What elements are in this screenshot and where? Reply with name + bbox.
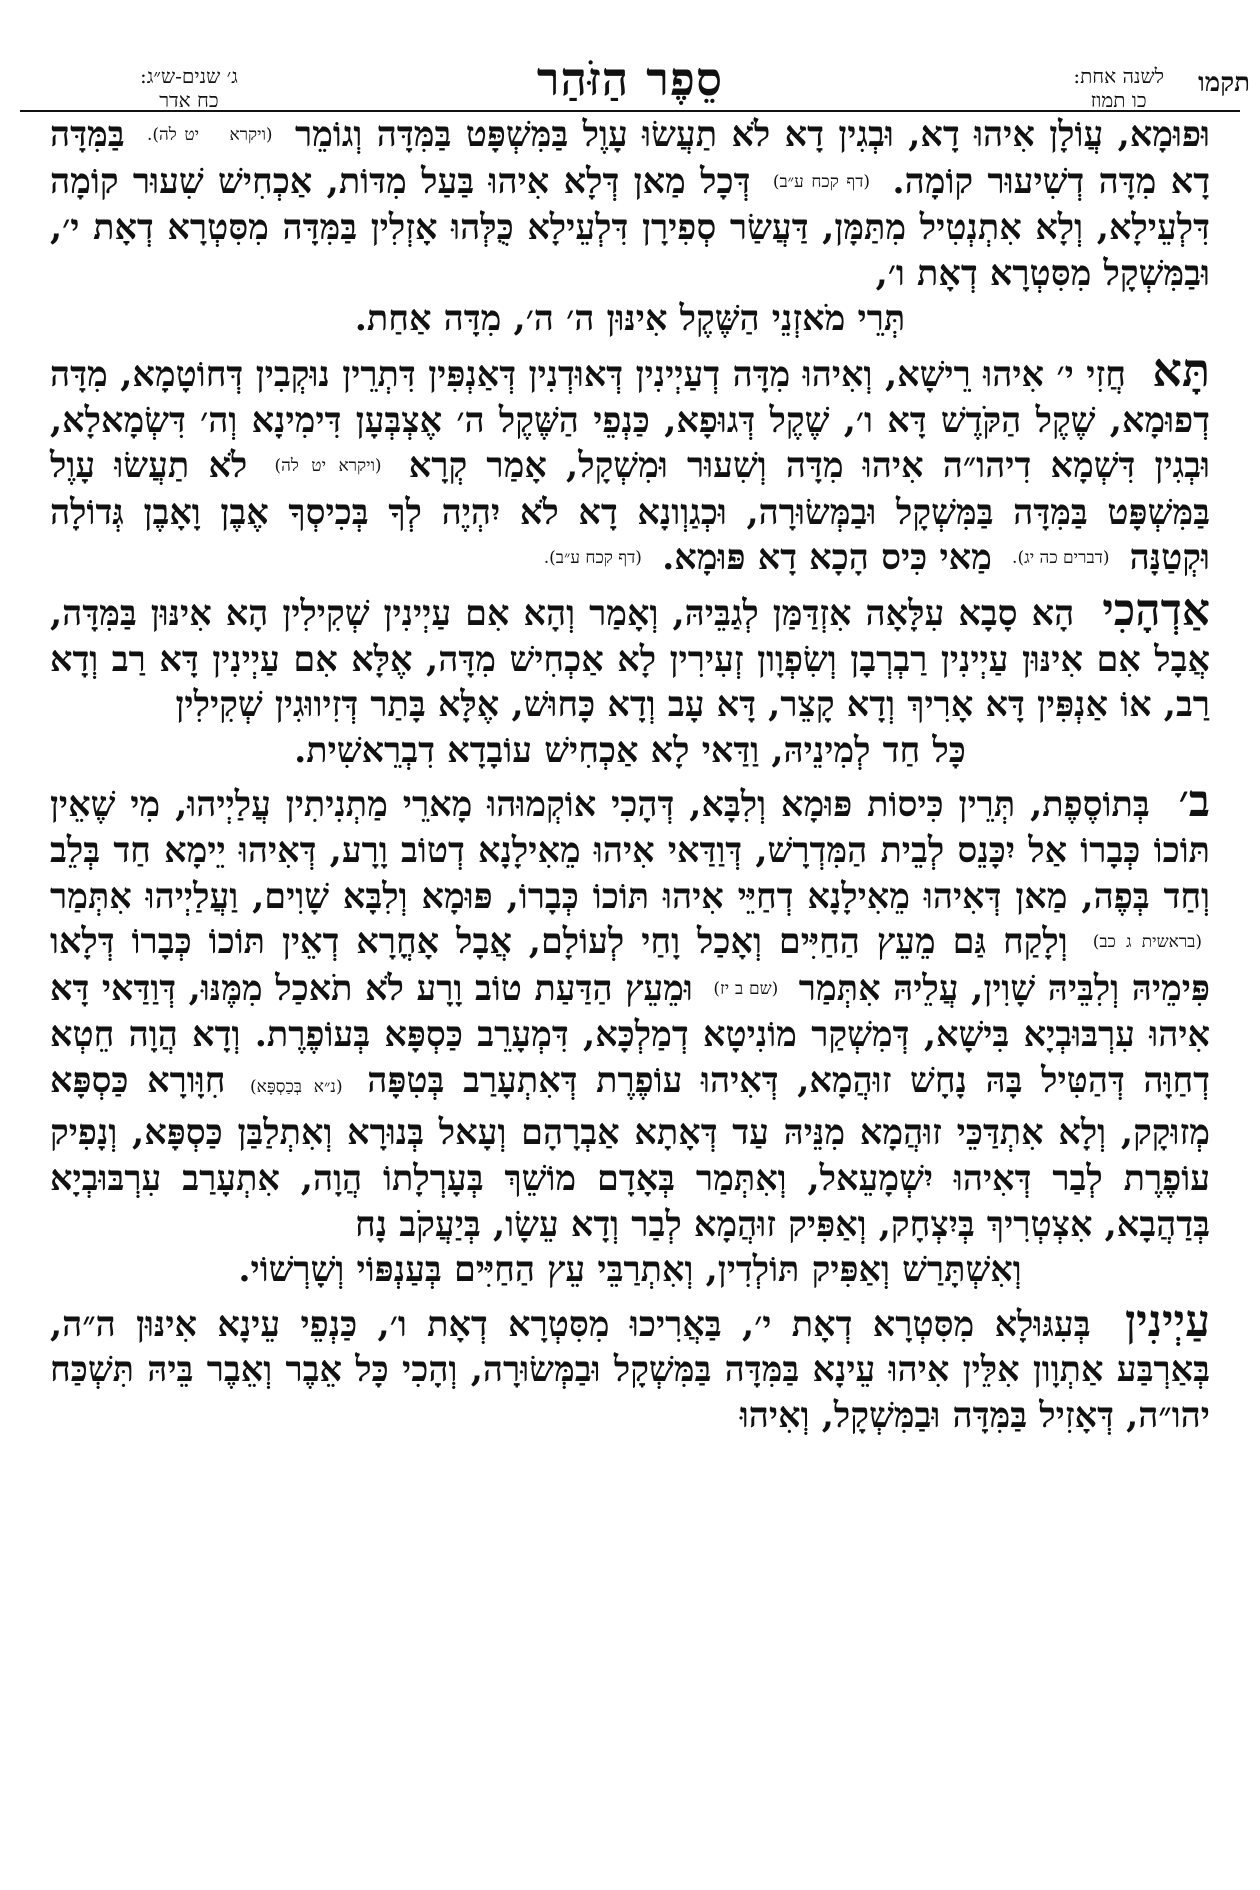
paragraph <box>50 584 1211 773</box>
verse-text: בְּתוֹסֶפֶת, תְּרֵין כִּיסוֹת פּוּמָא וְלִבָּא, דְּהָכִי אוֹקְמוּהוּ מָארֵי מַתְנִיתִין עֲלַיְיהוּ, מִי שֶׁאֵין תּוֹכוֹ כְּבָרוֹ אַל יִכָּנֵס לְבֵית הַמִּדְרָשׁ, דְּוַדַּאי אִיהוּ מֵאִילָנָא דְטוֹב וָרָע, דְּאִיהוּ יֵימָא חַד בְּלֵב וְחַד בְּפֶה, מַאן דְּאִיהוּ מֵאִילָנָא דְחַיֵּי אִיהוּ תּוֹכוֹ כְּבָרוֹ, פּוּמָא וְלִבָּא שָׁוִים, וַעֲלַיְיהוּ אִתְּמַר <box>50 784 1210 917</box>
verse-text: לֹא תַעֲשׂוּ עָוֶל בַּמִּשְׁפָּט בַּמִּדָּה בַּמִּשְׁקָל וּבַמְּשׂוּרָה, וּכְגַוְונָא דָא לֹא יִהְיֶה לְךָ בְּכִיסְךָ אֶבֶן וָאָבֶן גְּדוֹלָה וּקְטַנָּה <box>50 445 1210 579</box>
verse-text: חֲזִי י׳ אִיהוּ רֵישָׁא, וְאִיהוּ מִדָּה דְעַיְינִין דְּאוּדְנִין דְּאַנְפִּין דִּתְרֵין נוּקְבִין דְּחוֹטָמָא, מִדָּה דְפוּמָא, שֶׁקֶל הַקֹּדֶשׁ דָּא ו׳, שֶׁקֶל דְּגוּפָא, כַּנְפֵי הַשֶּׁקֶל ה׳ אֶצְבְּעָן דִּימִינָא וְה׳ דִּשְׂמָאלָא, וּבְגִין דִּשְׁמָא דִיהו״ה אִיהוּ מִדָּה וְשִׁעוּר וּמִשְׁקָל, אָמַר קְרָא <box>50 353 1211 487</box>
verse-text: הָא סָבָא עִלָּאָה אִזְדַּמַּן לְגַבֵּיהּ, וְאָמַר וְהָא אִם עַיְינִין שְׁקִילִין הָא אִינּוּן בַּמִּדָּה, אֲבָל אִם אִינּוּן עַיְינִין רַבְרְבָן וְשִׂפְוָון זְעִירִין לָא אַכְחִישׁ מִדָּה, אֶלָּא אִם עַיְינִין דָּא רַב וְדָא רַב, אוֹ אַנְפִּין דָּא אָרִיךְ וְדָא קָצֵר, דָּא עָב וְדָא כָּחוּשׁ, אֶלָּא בָּתַר דְּזִיווּגִין שְׁקִילִין <box>50 592 1210 726</box>
verse-text: וּפוּמָא, עֲוֹלָן אִיהוּ דָא, וּבְגִין דָא לֹא תַעֲשׂוּ עָוֶל בַּמִּשְׁפָּט בַּמִּדָּה וְגוֹמֵר <box>294 114 1210 155</box>
body-text <box>50 112 1210 1445</box>
verse-text: וּמֵעֵץ הַדַּעַת טוֹב וָרָע לֹא תֹאכַל מִמֶּנּוּ, דְּוַדַּאי דָּא אִיהוּ עִרְבּוּבְיָא בִּישָׁא, דְּמִשְׁקַר מוֹנִיטָא דְמַלְכָּא, דִּמְעָרֵב כַּסְפָּא בְּעוֹפֶרֶת. וְדָא הֲוָה חֵטְא דְחַוָּה דְּהַטִּיל בָּהּ נָחָשׁ זוּהֲמָא, דְּאִיהוּ עוֹפֶרֶת דְּאִתְעָרַב בְּטִפָּה <box>50 967 1211 1101</box>
paragraph-opener: ב׳ <box>1178 776 1210 828</box>
source-reference: (בראשית ג כב) <box>1092 932 1203 953</box>
closing-line: וְאִשְׁתָּרַשׁ וְאַפִּיק תּוֹלְדִין, וְאִתְרַבֵּי עֵץ הַחַיִּים בְּעַנְפּוֹי וְשָׁרְשׁוֹי. <box>238 1249 1022 1291</box>
closing-line: תְּרֵי מֹאזְנֵי הַשֶּׁקֶל אִינּוּן ה׳ ה׳, מִדָּה אַחַת. <box>354 298 906 340</box>
paragraph <box>50 342 1211 582</box>
variant-note: (נ״א בְּכַסְפָּא) <box>250 1076 343 1097</box>
source-reference: (ויקרא <box>229 125 273 145</box>
book-title: סֵפֶר הַזֹּהַר <box>536 52 724 106</box>
verse-text: בְּעִגּוּלָא מִסִּטְרָא דְאָת י׳, בַּאֲרִיכוּ מִסִּטְרָא דְאָת ו׳, כַּנְפֵי עֵינָא אִינּוּן ה״ה, בְּאַרְבַּע אַתְוָון אִלֵּין אִיהוּ עֵינָא בַּמִּדָּה בַּמִּשְׁקָל וּבַמְּשׂוּרָה, וְהָכִי כָּל אֵבֶר וְאֵבֶר בֵּיהּ תִּשְׁכַּח יהו״ה, דְּאָזִיל בַּמִּדָּה וּבַמִּשְׁקָל, וְאִיהוּ <box>50 1303 1210 1437</box>
closing-line: כָּל חַד לְמִינֵיהּ, וַדַּאי לָא אַכְחִישׁ עוֹבָדָא דִבְרֵאשִׁית. <box>294 729 966 771</box>
paragraph-opener: תָּא <box>1152 342 1211 397</box>
page-reference: (דף קכח ע״ב) <box>772 171 871 192</box>
verse-text: דְּכָל מַאן דְּלָא אִיהוּ בַּעַל מִדּוֹת, אַכְחִישׁ שִׁעוּר קוֹמָה דִּלְעֵילָא, וְלָא אִתְנְטִיל מִתַּמָּן, דַּעֲשַׂר סְפִירָן דִּלְעֵילָא כֻּלְּהוּ אָזְלִין בַּמִּדָּה מִסִּטְרָא דְאָת י׳, וּבַמִּשְׁקָל מִסִּטְרָא דְאָת ו׳, <box>50 160 1210 294</box>
source-reference: יט לה). <box>146 125 200 145</box>
verse-text: חִוָּורָא כַּסְפָּא מְזוּקָק, וְלָא אִתְדַּכֵּי זוּהֲמָא מִנֵּיהּ עַד דְּאָתָא אַבְרָהָם וְעָאל בְּנוּרָא וְאִתְלַבַּן כַּסְפָּא, וְנָפִיק עוֹפֶרֶת לְבַר דְּאִיהוּ יִשְׁמָעֵאל, וְאִתְּמַר בְּאָדָם מוֹשֵׁךְ בְּעָרְלָתוֹ הֲוָה, אִתְעָרַב עִרְבּוּבְיָא בְּדַהֲבָא, אִצְטְרִיךְ בְּיִצְחָק, וְאַפִּיק זוּהֲמָא לְבַר וְדָא עֵשָׂו, בְּיַעֲקֹב נָח <box>50 1059 1210 1245</box>
paragraph <box>50 112 1210 342</box>
verse-text: בַּמִּדָּה דָא מִדָּה דְשִׁיעוּר קוֹמָה. <box>50 114 1211 202</box>
paragraph-opener: אַדְהָכִי <box>1102 584 1211 636</box>
source-reference: (שם ב יז) <box>713 978 779 999</box>
paragraph <box>50 776 1211 1293</box>
paragraph <box>50 1295 1210 1439</box>
schedule-label: ג׳ שנים-ש״ג: <box>140 64 238 88</box>
page-reference: (דף קכח ע״ב). <box>543 548 642 569</box>
page-number: תקמו <box>1198 68 1250 98</box>
page-header <box>0 0 1260 110</box>
verse-text: וְלָקַח גַּם מֵעֵץ הַחַיִּים וְאָכַל וָחַי לְעוֹלָם, אֲבָל אָחֳרָא דְאֵין תּוֹכוֹ כְּבָרוֹ דְּלָאו פִּימֵיהּ וְלִבֵּיהּ שָׁוִין, עֲלֵיהּ אִתְּמַר <box>50 921 1211 1009</box>
schedule-date: כח אדר <box>159 88 219 112</box>
paragraph-opener: עַיְינִין <box>1124 1295 1210 1347</box>
schedule-date: כו תמוז <box>1090 88 1147 112</box>
source-reference: (ויקרא יט לה) <box>274 456 382 477</box>
schedule-label: לשנה אחת: <box>1073 64 1164 88</box>
source-reference: (דברים כה יג). <box>1012 548 1110 569</box>
verse-text: מַאי כִּיס הָכָא דָא פּוּמָא. <box>662 537 992 579</box>
three-year-schedule <box>140 64 238 112</box>
